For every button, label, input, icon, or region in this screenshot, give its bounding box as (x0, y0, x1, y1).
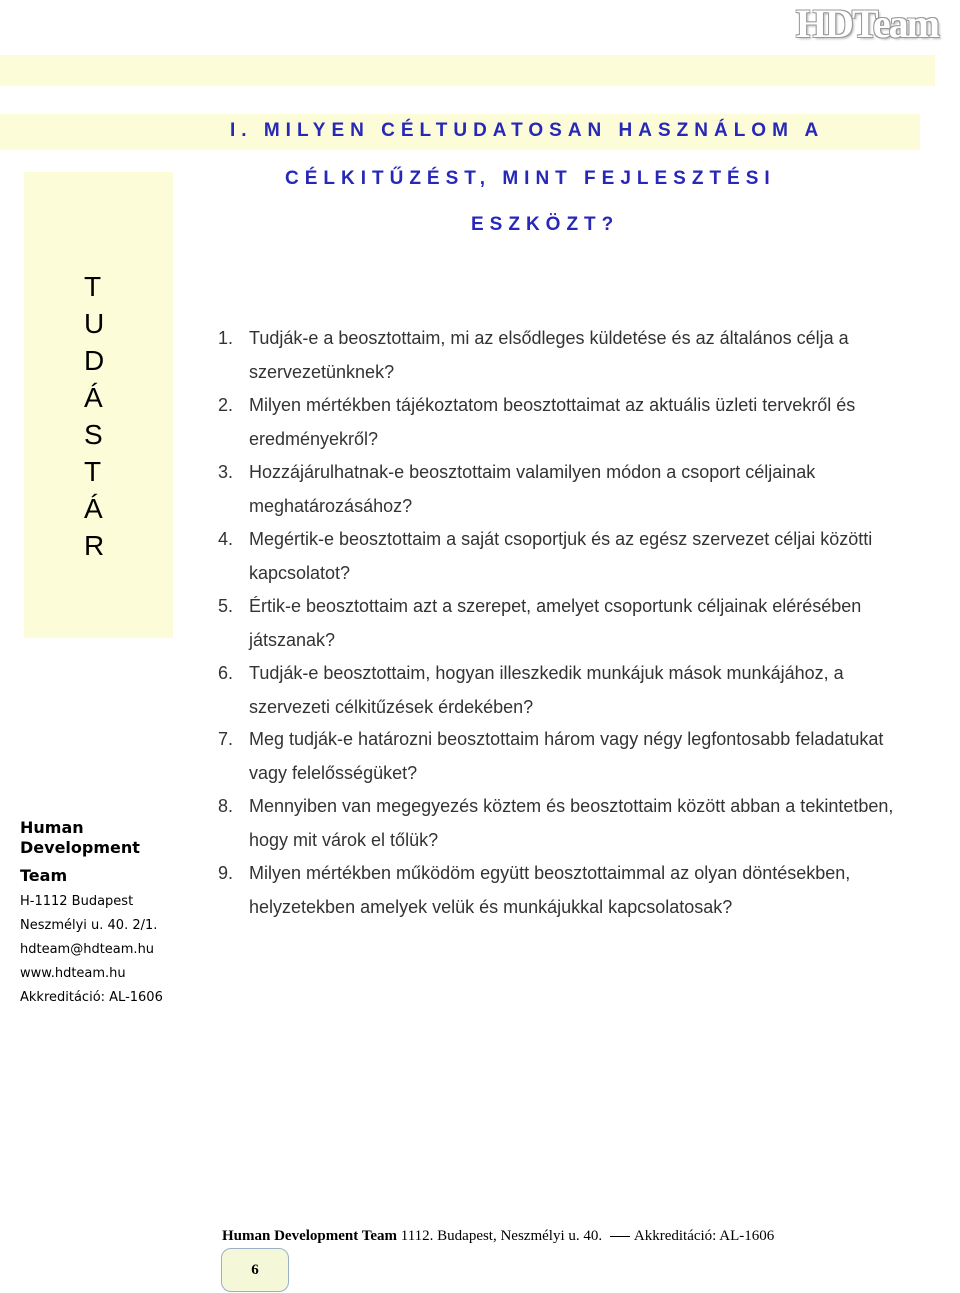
question-item (218, 590, 898, 657)
question-text: Meg tudják-e határozni beosztottaim három vagy négy legfontosabb feladatukat vagy felelősségüket? (249, 729, 884, 783)
section-title-line-3: ESZKÖZT? (471, 214, 620, 235)
page-number: 6 (251, 1261, 259, 1278)
question-text: Tudják-e a beosztottaim, mi az elsődleges küldetése és az általános célja a szervezetünknek? (249, 328, 849, 382)
question-item (218, 790, 898, 857)
question-text: Megértik-e beosztottaim a saját csoportjuk és az egész szervezet céljai közötti kapcsolatot? (249, 529, 873, 583)
org-name-line: Team (20, 866, 68, 885)
section-title-line-1: I. MILYEN CÉLTUDATOSAN HASZNÁLOM A (230, 120, 825, 141)
question-item (218, 657, 898, 724)
question-item (218, 389, 898, 456)
sidebar-letter: Á (84, 382, 103, 413)
sidebar-letter: T (84, 271, 102, 302)
footer-address: 1112. Budapest, Neszmélyi u. 40. (397, 1228, 606, 1244)
hdteam-logo: HDTeam (795, 1, 938, 46)
contact-address: H-1112 Budapest (20, 894, 134, 909)
question-text: Milyen mértékben tájékoztatom beosztottaimat az aktuális üzleti tervekről és eredményekről? (249, 395, 856, 449)
contact-block (20, 818, 190, 1010)
question-item (218, 322, 898, 389)
question-number: 4. (218, 529, 234, 549)
footer-accreditation: Akkreditáció: AL-1606 (633, 1228, 775, 1244)
footer-separator (610, 1236, 630, 1237)
question-text: Milyen mértékben működöm együtt beosztottaimmal az olyan döntésekben, helyzetekben amelyek velük és munkájukkal kapcsolatosak? (249, 863, 851, 917)
sidebar-letter: Á (84, 493, 103, 524)
footer-org: Human Development Team (222, 1228, 398, 1244)
question-number: 9. (218, 863, 234, 883)
question-number: 2. (218, 395, 234, 415)
question-text: Értik-e beosztottaim azt a szerepet, amelyet csoportunk céljainak elérésében játszanak? (249, 596, 862, 650)
contact-address: Neszmélyi u. 40. 2/1. (20, 918, 158, 933)
question-text: Hozzájárulhatnak-e beosztottaim valamilyen módon a csoport céljainak meghatározásához? (249, 462, 816, 516)
sidebar-vertical-title (84, 268, 124, 564)
question-number: 7. (218, 729, 234, 749)
question-number: 3. (218, 462, 234, 482)
sidebar-letter: D (84, 345, 105, 376)
org-name-line: Human (20, 818, 84, 837)
contact-website[interactable]: www.hdteam.hu (20, 966, 126, 981)
question-number: 1. (218, 328, 234, 348)
question-item (218, 456, 898, 523)
section-title-line-2: CÉLKITŰZÉST, MINT FEJLESZTÉSI (285, 168, 776, 189)
page-footer (222, 1228, 774, 1245)
question-number: 8. (218, 796, 234, 816)
question-text: Tudják-e beosztottaim, hogyan illeszkedik munkájuk mások munkájához, a szervezeti célkitűzések érdekében? (249, 663, 844, 717)
sidebar-letter: T (84, 456, 102, 487)
sidebar-letter: R (84, 530, 105, 561)
sidebar-letter: U (84, 308, 105, 339)
page-number-box (221, 1248, 289, 1292)
org-name-line: Development (20, 838, 140, 857)
question-item (218, 523, 898, 590)
question-text: Mennyiben van megegyezés köztem és beosztottaim között abban a tekintetben, hogy mit várok el tőlük? (249, 796, 894, 850)
question-item (218, 723, 898, 790)
header-band (0, 55, 935, 86)
contact-email[interactable]: hdteam@hdteam.hu (20, 942, 155, 957)
contact-accreditation: Akkreditáció: AL-1606 (20, 990, 163, 1005)
question-item (218, 857, 898, 924)
question-number: 5. (218, 596, 234, 616)
question-number: 6. (218, 663, 234, 683)
sidebar-letter: S (84, 419, 103, 450)
